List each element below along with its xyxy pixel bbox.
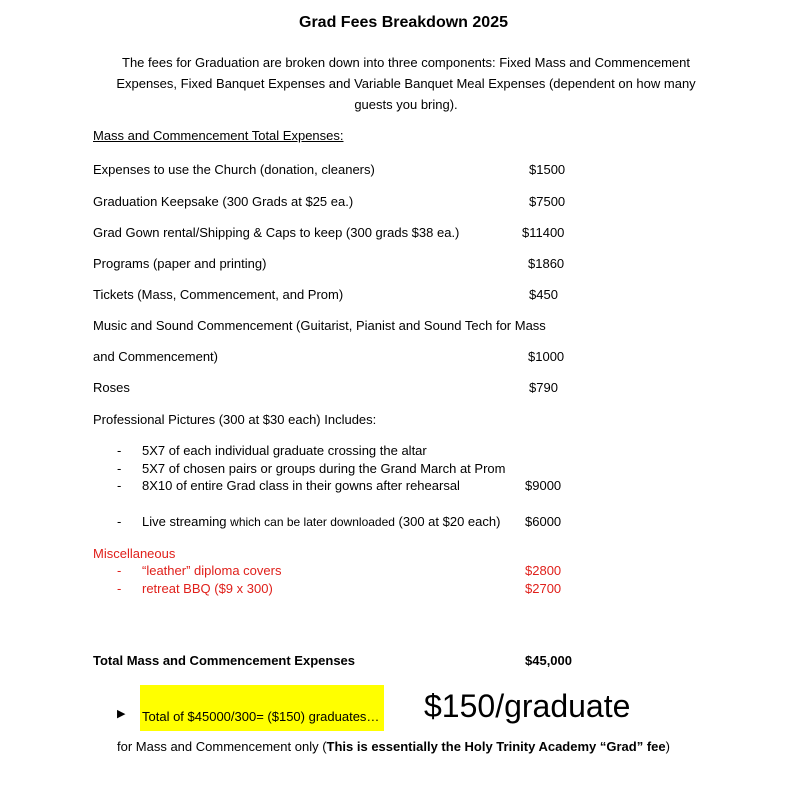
item-amount: $6000 [525,514,562,529]
item-amount: $790 [529,380,558,395]
item-label: Music and Sound Commencement (Guitarist, Pianist and Sound Tech for Mass [93,318,546,333]
misc-item-text: “leather” diploma covers [142,563,282,578]
item-label: Grad Gown rental/Shipping & Caps to keep (300 grads $38 ea.) [93,225,460,240]
document-title: Grad Fees Breakdown 2025 [299,14,508,31]
item-label: Expenses to use the Church (donation, cleaners) [93,162,375,177]
item-label: and Commencement) [93,349,218,364]
bullet-text: 5X7 of each individual graduate crossing the altar [142,443,427,458]
item-amount: $1500 [529,162,566,177]
item-amount: $7500 [529,194,566,209]
item-amount: $450 [529,287,558,302]
item-amount: $11400 [522,225,565,240]
misc-heading: Miscellaneous [93,546,176,561]
item-amount: $9000 [525,478,562,493]
live-streaming-text: Live streaming which can be later downloaded (300 at $20 each) [142,514,501,529]
bullet-dash: - [117,443,122,458]
bullet-text: 8X10 of entire Grad class in their gowns after rehearsal [142,478,460,493]
bullet-dash: - [117,478,122,493]
intro-paragraph: The fees for Graduation are broken down into three components: Fixed Mass and Commencement Expenses, Fixed Banquet Expenses and Variable Banquet Meal Expenses (dependent on how many guests you bring). [116,55,696,112]
bullet-dash: - [117,514,122,529]
misc-item-text: retreat BBQ ($9 x 300) [142,581,273,596]
bullet-dash: - [117,581,122,596]
item-amount: $1860 [528,256,565,271]
total-label: Total Mass and Commencement Expenses [93,653,356,668]
item-label: Roses [93,380,130,395]
arrow-bullet-icon: ▶ [117,708,126,720]
item-label: Professional Pictures (300 at $30 each) Includes: [93,412,377,427]
item-label: Graduation Keepsake (300 Grads at $25 ea.) [93,194,354,209]
item-label: Tickets (Mass, Commencement, and Prom) [93,287,344,302]
footer-note: for Mass and Commencement only (This is essentially the Holy Trinity Academy “Grad” fee) [117,739,670,754]
highlight-text: Total of $45000/300= ($150) graduates… [142,709,380,724]
item-label: Programs (paper and printing) [93,256,267,271]
bullet-text: 5X7 of chosen pairs or groups during the Grand March at Prom [142,461,506,476]
per-graduate-fee: $150/graduate [424,688,631,724]
misc-item-amount: $2800 [525,563,562,578]
section-heading: Mass and Commencement Total Expenses: [93,128,344,143]
bullet-dash: - [117,563,122,578]
highlight-box [140,685,384,731]
item-amount: $1000 [528,349,565,364]
bullet-dash: - [117,461,122,476]
misc-item-amount: $2700 [525,581,562,596]
total-amount: $45,000 [525,653,572,668]
